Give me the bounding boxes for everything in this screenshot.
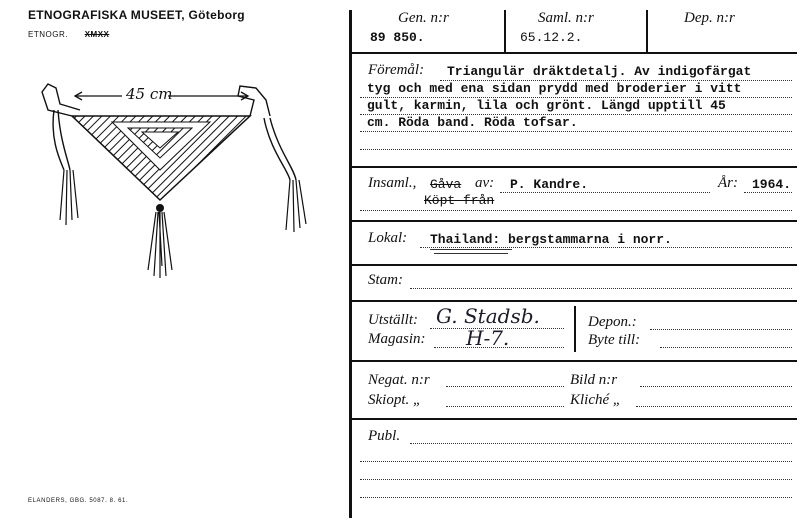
insaml-struck-kopt: Köpt från (424, 193, 495, 208)
foremal-line-3: gult, karmin, lila och grönt. Längd upptill 45 (367, 98, 726, 113)
negat-rule (446, 386, 564, 387)
insaml-av-label: av: (475, 175, 495, 191)
gen-nr-label: Gen. n:r (398, 10, 449, 26)
publ-rule-3 (360, 479, 792, 480)
foremal-rule-5 (360, 149, 792, 150)
utstallt-label: Utställt: (368, 312, 419, 328)
depon-label: Depon.: (588, 314, 637, 330)
ar-value: 1964. (752, 177, 792, 192)
etnogr-line (28, 30, 109, 39)
stam-label: Stam: (368, 272, 403, 288)
bild-label: Bild n:r (570, 372, 618, 388)
insaml-rule-2 (360, 210, 792, 211)
skiopt-label: Skiopt. „ (368, 392, 422, 408)
museum-name: ETNOGRAFISKA MUSEET, Göteborg (28, 8, 245, 22)
saml-nr-label: Saml. n:r (538, 10, 594, 26)
header-sep-2 (646, 10, 648, 52)
header-sep-1 (504, 10, 506, 52)
kliche-rule (636, 406, 792, 407)
bild-rule (640, 386, 792, 387)
byte-rule (660, 347, 792, 348)
negat-label: Negat. n:r (368, 372, 430, 388)
publ-rule-4 (360, 497, 792, 498)
lokal-bottom-rule (351, 264, 797, 266)
skiopt-rule (446, 406, 564, 407)
saml-nr-value: 65.12.2. (520, 30, 583, 45)
foremal-line-1: Triangulär dräktdetalj. Av indigofärgat (447, 64, 752, 79)
ar-label: År: (718, 175, 738, 191)
foremal-rule-3 (360, 114, 792, 115)
foremal-rule-1 (440, 80, 792, 81)
utstallt-rule (430, 328, 564, 329)
lokal-value: Thailand: bergstammarna i norr. (430, 232, 672, 247)
garment-sketch (20, 70, 320, 300)
gen-nr-value: 89 850. (370, 30, 425, 45)
insaml-value: P. Kandre. (510, 177, 589, 192)
lokal-underline (430, 249, 512, 250)
foremal-rule-4 (360, 131, 792, 132)
kliche-label: Kliché „ (570, 392, 622, 408)
etnogr-label: ETNOGR. (28, 30, 68, 39)
insaml-bottom-rule (351, 220, 797, 222)
foremal-rule-2 (360, 97, 792, 98)
foremal-bottom-rule (351, 166, 797, 168)
utstallt-value: G. Stadsb. (436, 304, 540, 328)
negat-bottom-rule (351, 418, 797, 420)
header-bottom-rule (351, 52, 797, 54)
utstallt-bottom-rule (351, 360, 797, 362)
stam-bottom-rule (351, 300, 797, 302)
ar-rule (744, 192, 792, 193)
magasin-rule (434, 347, 564, 348)
insaml-rule (500, 192, 710, 193)
stam-rule (410, 288, 792, 289)
publ-rule-1 (410, 443, 792, 444)
insaml-struck-gava: Gåva (430, 177, 462, 192)
lokal-underline-2 (434, 253, 508, 254)
publ-label: Publ. (368, 428, 401, 444)
depon-separator (574, 306, 576, 352)
measure-label: 45 cm (126, 85, 173, 103)
lokal-rule (420, 247, 792, 248)
insaml-label: Insaml., (368, 175, 417, 191)
foremal-line-2: tyg och med ena sidan prydd med broderier i vitt (367, 81, 742, 96)
magasin-label: Magasin: (368, 331, 426, 347)
etnogr-struck-value: XMXX (84, 30, 110, 39)
printer-imprint: ELANDERS, GBG. 5087. 8. 61. (28, 498, 129, 504)
magasin-value: H-7. (466, 326, 510, 350)
dep-nr-label: Dep. n:r (684, 10, 735, 26)
lokal-label: Lokal: (368, 230, 408, 246)
byte-label: Byte till: (588, 332, 641, 348)
depon-rule (650, 329, 792, 330)
foremal-line-4: cm. Röda band. Röda tofsar. (367, 115, 578, 130)
publ-rule-2 (360, 461, 792, 462)
foremal-label: Föremål: (368, 62, 425, 78)
